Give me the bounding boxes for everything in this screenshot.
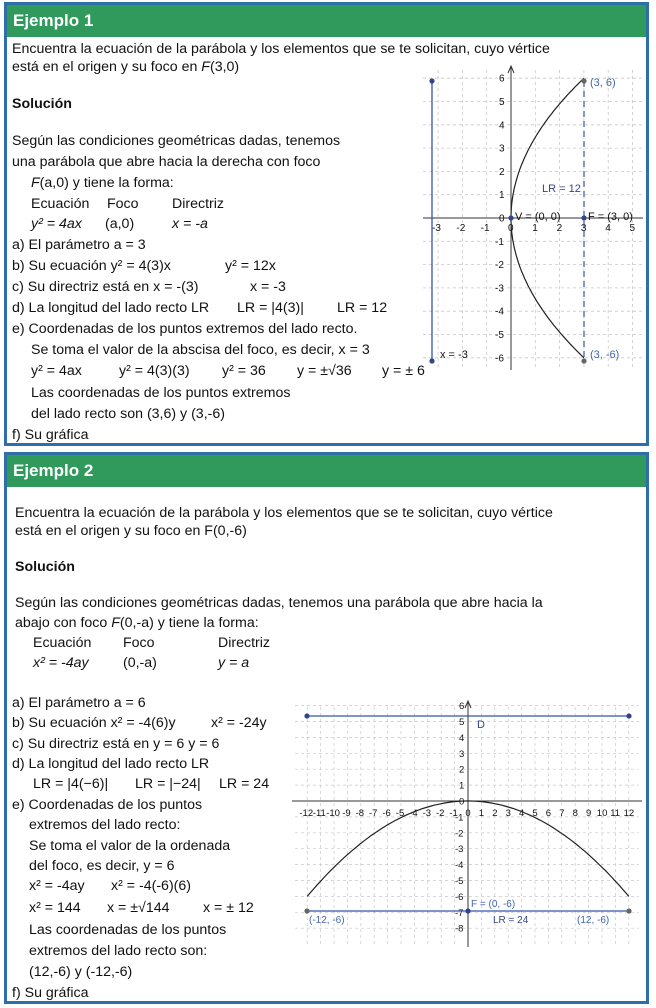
graph-2-x-tick-label: -7	[369, 808, 378, 819]
graph-2-y-tick-label: -8	[455, 923, 464, 935]
ex1-solution-heading: Solución	[12, 96, 72, 112]
graph-2-x-tick-label: 7	[559, 808, 565, 819]
graph-2-x-tick-label: -2	[436, 808, 445, 819]
graph-2-tick-labels	[299, 701, 634, 935]
ex2-item-e-eq4: x = ±√144	[107, 900, 170, 916]
ex2-item-d-abs: LR = |4(−6)|	[33, 776, 109, 792]
graph-2-y-tick-label: 5	[459, 717, 465, 728]
ex1-form-equation: y² = 4ax	[31, 216, 82, 232]
graph-2-label-right-point: (12, -6)	[577, 915, 610, 926]
graph-1-focus-point	[581, 215, 586, 220]
graph-2-grid	[295, 706, 639, 944]
graph-2-y-tick-label: 3	[459, 748, 465, 760]
graph-2-x-tick-label: 3	[505, 808, 511, 819]
ex2-item-c: c) Su directriz está en y = 6 y = 6	[12, 736, 220, 752]
example-2-card	[4, 452, 649, 1004]
ex2-form-directrix: y = a	[218, 655, 250, 671]
ex2-item-d: d) La longitud del lado recto LR	[12, 756, 210, 772]
ex1-paragraph-line1: Según las condiciones geométricas dadas, tenemos	[12, 133, 341, 149]
ex1-item-e-line2: Se toma el valor de la abscisa del foco, es decir, x = 3	[31, 342, 370, 358]
ex1-intro-line1: Encuentra la ecuación de la parábola y los elementos que se te solicitan, cuyo vértice	[12, 41, 550, 57]
example-1-card	[4, 2, 649, 446]
graph-2-left-lr-point	[304, 908, 309, 913]
graph-2-right-lr-point	[626, 908, 631, 913]
graph-2-x-tick-label: -9	[342, 808, 351, 819]
ex2-item-e-line9: (12,-6) y (-12,-6)	[29, 964, 133, 980]
graph-2-x-tick-label: 8	[572, 808, 578, 819]
graph-1-y-tick-label: -5	[495, 330, 504, 341]
graph-1-y-tick-label: 5	[499, 97, 505, 108]
ex1-item-b-result: y² = 12x	[225, 258, 276, 274]
ex1-item-e: e) Coordenadas de los puntos extremos del lado recto.	[12, 321, 358, 337]
ex1-item-f: f) Su gráfica	[12, 427, 89, 443]
graph-1-y-tick-label: -2	[495, 260, 504, 272]
graph-2-x-tick-label: 11	[610, 808, 621, 819]
example-2-title: Ejemplo 2	[7, 455, 646, 487]
graph-1-x-tick-label: 5	[629, 223, 636, 234]
ex1-item-d-result: LR = 12	[337, 300, 388, 316]
graph-2-label-directrix: D	[477, 719, 485, 731]
graph-1-x-tick-label: -1	[480, 223, 490, 234]
graph-1-x-tick-label: -2	[456, 223, 466, 234]
graph-2-x-tick-label: -12	[299, 808, 314, 819]
graph-2-directrix-right-point	[626, 713, 631, 718]
ex2-item-e-eq3: x² = 144	[29, 900, 81, 916]
ex1-item-e-eq5: y = ± 6	[382, 363, 425, 379]
graph-1-x-tick-label: -3	[432, 223, 442, 234]
ex1-item-c-result: x = -3	[250, 279, 286, 295]
ex2-paragraph-line2: abajo con foco F(0,-a) y tiene la forma:	[15, 615, 259, 631]
graph-2-x-tick-label: -4	[409, 808, 418, 819]
graph-2-x-tick-label: 10	[596, 808, 608, 819]
graph-1-x-tick-label: 4	[605, 223, 611, 234]
graph-1-vertex-point	[508, 215, 513, 220]
graph-1-directrix-top-point	[429, 78, 434, 83]
ex2-intro-line2: está en el origen y su foco en F(0,-6)	[15, 523, 247, 539]
ex2-intro-line1: Encuentra la ecuación de la parábola y los elementos que se te solicitan, cuyo vértice	[15, 505, 553, 521]
ex2-form-focus: (0,-a)	[123, 655, 157, 671]
graph-1-top-lr-point	[581, 78, 586, 83]
graph-1-y-tick-label: 0	[499, 213, 505, 225]
graph-2-y-tick-label: 6	[459, 701, 465, 713]
graph-2-y-tick-label: -7	[455, 907, 464, 919]
graph-2-x-tick-label: 6	[545, 808, 552, 819]
ex2-item-e-eq5: x = ± 12	[203, 900, 254, 916]
ex2-item-b-result: x² = -24y	[211, 715, 267, 731]
ex1-item-e-eq1: y² = 4ax	[31, 363, 82, 379]
ex2-solution-heading: Solución	[15, 559, 75, 575]
ex1-paragraph-line2: una parábola que abre hacia la derecha con foco	[12, 154, 321, 170]
ex2-item-d-result: LR = 24	[219, 776, 270, 792]
graph-2-x-tick-label: -5	[395, 808, 405, 819]
ex2-paragraph-line1: Según las condiciones geométricas dadas, tenemos una parábola que abre hacia la	[15, 595, 543, 611]
ex1-form-focus: (a,0)	[105, 216, 135, 232]
ex2-item-e: e) Coordenadas de los puntos	[12, 797, 203, 813]
graph-1-x-tick-label: 3	[580, 223, 587, 234]
ex1-header-equation: Ecuación	[31, 196, 90, 212]
ex1-item-e-line5: del lado recto son (3,6) y (3,-6)	[31, 406, 225, 422]
graph-2-y-tick-label: 1	[459, 780, 465, 792]
graph-2-y-tick-label: -3	[455, 844, 464, 856]
graph-1-x-tick-label: 0	[508, 223, 514, 234]
graph-1-y-tick-label: 6	[499, 73, 505, 85]
graph-2-x-tick-label: 12	[623, 808, 635, 819]
ex2-item-e-line7: Las coordenadas de los puntos	[29, 922, 227, 938]
ex1-item-d: d) La longitud del lado recto LR	[12, 300, 210, 316]
graph-1-label-vertex: V = (0, 0)	[515, 211, 561, 223]
ex2-item-e-line4: del foco, es decir, y = 6	[29, 858, 175, 874]
ex2-item-a: a) El parámetro a = 6	[12, 695, 146, 711]
ex2-header-directrix: Directriz	[218, 635, 271, 651]
graph-2-y-tick-label: -5	[455, 876, 464, 887]
graph-2-y-tick-label: 2	[459, 764, 465, 776]
graph-2-x-tick-label: -1	[449, 808, 458, 819]
graph-1-y-tick-label: 2	[499, 166, 505, 178]
graph-2-y-tick-label: -1	[455, 812, 464, 824]
graph-2-x-tick-label: 1	[478, 808, 485, 819]
ex1-item-e-eq4: y = ±√36	[297, 363, 352, 379]
graph-1-y-tick-label: -3	[495, 283, 504, 295]
ex1-header-focus: Foco	[107, 196, 139, 212]
graph-1-label-directrix: x = -3	[440, 349, 468, 361]
ex1-paragraph-line3: F(a,0) y tiene la forma:	[31, 175, 174, 191]
graph-1-y-tick-label: 1	[499, 190, 505, 202]
graph-2-label-lr: LR = 24	[493, 915, 529, 926]
graph-1	[415, 65, 647, 375]
graph-2-x-tick-label: -10	[326, 808, 340, 819]
graph-1-x-tick-label: 2	[556, 223, 563, 234]
ex2-header-focus: Foco	[123, 635, 155, 651]
graph-1-y-tick-label: 3	[499, 143, 505, 155]
graph-2-y-tick-label: -2	[455, 828, 464, 840]
ex2-item-f: f) Su gráfica	[12, 985, 89, 1001]
example-1-title: Ejemplo 1	[7, 5, 646, 37]
ex2-item-d-abs2: LR = |−24|	[135, 776, 201, 792]
graph-1-y-tick-label: -6	[495, 353, 504, 365]
graph-2	[287, 699, 645, 949]
ex2-item-b: b) Su ecuación x² = -4(6)y	[12, 715, 176, 731]
ex2-header-equation: Ecuación	[33, 635, 92, 651]
graph-2-label-left-point: (-12, -6)	[309, 915, 345, 926]
ex1-item-e-line4: Las coordenadas de los puntos extremos	[31, 385, 291, 401]
graph-2-x-tick-label: 4	[519, 808, 525, 819]
graph-2-y-tick-label: 4	[459, 732, 465, 744]
ex2-form-equation: x² = -4ay	[33, 655, 89, 671]
graph-1-label-focus: F = (3, 0)	[588, 211, 633, 223]
graph-1-label-bottom-point: (3, -6)	[590, 349, 620, 361]
ex1-item-e-eq2: y² = 4(3)(3)	[119, 363, 190, 379]
ex1-header-directrix: Directriz	[172, 196, 225, 212]
ex2-item-e-line3: Se toma el valor de la ordenada	[29, 838, 231, 854]
graph-2-focus-point	[465, 908, 470, 913]
ex1-item-a: a) El parámetro a = 3	[12, 237, 146, 253]
graph-2-y-tick-label: 0	[459, 796, 465, 808]
ex1-form-directrix: x = -a	[172, 216, 208, 232]
ex1-item-b: b) Su ecuación y² = 4(3)x	[12, 258, 171, 274]
graph-1-x-tick-label: 1	[532, 223, 538, 234]
graph-1-label-lr: LR = 12	[542, 183, 581, 195]
ex2-item-e-line8: extremos del lado recto son:	[29, 943, 208, 959]
graph-2-label-focus: F = (0, -6)	[471, 899, 516, 910]
ex2-item-e-line2: extremos del lado recto:	[29, 817, 181, 833]
graph-2-x-tick-label: 0	[465, 808, 471, 819]
graph-1-directrix-bottom-point	[429, 358, 434, 363]
ex1-item-d-abs: LR = |4(3)|	[237, 300, 304, 316]
graph-2-x-tick-label: -8	[355, 808, 365, 819]
graph-1-y-tick-label: 4	[499, 120, 505, 132]
ex1-item-c: c) Su directriz está en x = -(3)	[12, 279, 199, 295]
graph-1-bottom-lr-point	[581, 358, 586, 363]
ex1-item-e-eq3: y² = 36	[222, 363, 266, 379]
ex2-item-e-eq2: x² = -4(-6)(6)	[111, 878, 192, 894]
ex2-item-e-eq1: x² = -4ay	[29, 878, 85, 894]
graph-2-y-tick-label: -6	[455, 891, 464, 903]
graph-2-x-tick-label: 2	[492, 808, 498, 819]
graph-2-x-tick-label: -6	[382, 808, 391, 819]
graph-2-y-tick-label: -4	[455, 860, 464, 872]
graph-2-x-tick-label: 5	[532, 808, 538, 819]
graph-2-x-tick-label: -3	[422, 808, 432, 819]
graph-2-directrix-left-point	[304, 713, 309, 718]
ex1-intro-line2: está en el origen y su foco en F(3,0)	[12, 59, 240, 75]
graph-2-x-tick-label: 9	[586, 808, 592, 819]
graph-1-label-top-point: (3, 6)	[590, 77, 616, 89]
graph-1-y-tick-label: -1	[495, 236, 504, 248]
graph-2-x-tick-label: -11	[312, 808, 326, 819]
graph-1-y-tick-label: -4	[495, 306, 504, 318]
